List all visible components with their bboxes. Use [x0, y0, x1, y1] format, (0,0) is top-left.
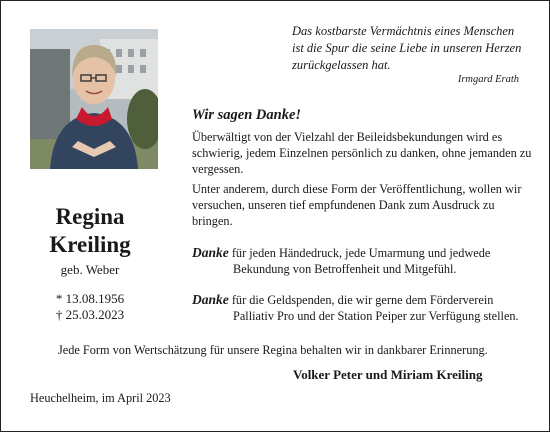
quote-author: Irmgard Erath: [457, 74, 519, 85]
birth-name: geb. Weber: [60, 262, 120, 277]
quote-line: ist die Spur die seine Liebe in unseren Herzen: [292, 41, 522, 55]
thanks-keyword: Danke: [192, 245, 229, 260]
quote-line: Das kostbarste Vermächtnis eines Menschen: [292, 24, 515, 38]
thanks-item: [192, 292, 532, 324]
paragraph-publication: Unter anderem, durch diese Form der Veröffentlichung, wollen wir versuchen, unseren tief empfundenen Dank zum Ausdruck zu bringen.: [192, 182, 522, 228]
paragraph-condolences: Überwältigt von der Vielzahl der Beileidsbekundungen wird es schwierig, jedem Einzelnen persönlich zu danken, ohne jemanden zu vergessen.: [192, 130, 532, 176]
thanks-heading: Wir sagen Danke!: [192, 107, 302, 123]
death-date: † 25.03.2023: [55, 307, 125, 322]
thanks-text: für die Geldspenden, die wir gerne dem Förderverein: [231, 293, 494, 307]
place-date: Heuchelheim, im April 2023: [30, 391, 171, 405]
signers: Volker Peter und Miriam Kreiling: [293, 367, 483, 382]
quote-line: zurückgelassen hat.: [292, 58, 391, 72]
thanks-text: Palliativ Pro und der Station Peiper zur Verfügung stellen.: [233, 309, 519, 323]
thanks-item: [192, 245, 532, 277]
deceased-last-name: Kreiling: [49, 232, 131, 257]
closing-sentence: Jede Form von Wertschätzung für unsere Regina behalten wir in dankbarer Erinnerung.: [58, 343, 488, 357]
quote-text: [292, 23, 542, 74]
thanks-keyword: Danke: [192, 292, 229, 307]
deceased-first-name: Regina: [55, 204, 125, 229]
thanks-text: Bekundung von Betroffenheit und Mitgefühl.: [233, 262, 457, 276]
portrait-image: [30, 29, 158, 169]
birth-date: * 13.08.1956: [55, 291, 125, 306]
portrait-photo: [30, 29, 158, 169]
thanks-text: für jeden Händedruck, jede Umarmung und jedwede: [231, 246, 491, 260]
